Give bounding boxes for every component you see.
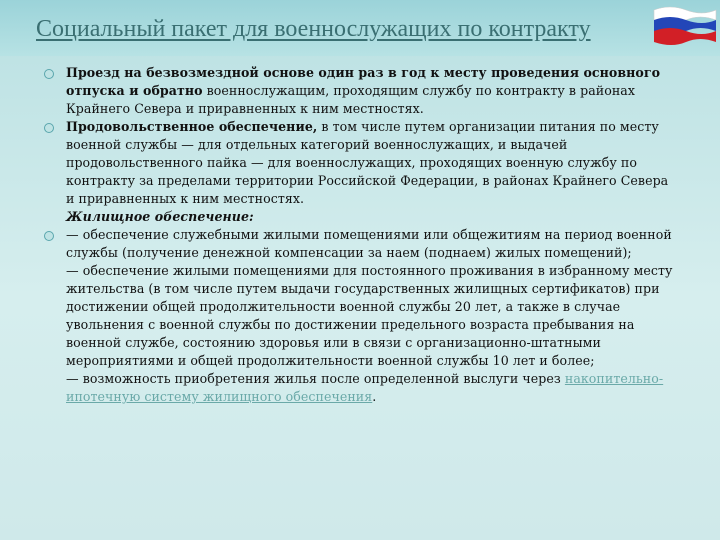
item-bold-text: Продовольственное обеспечение, (66, 119, 318, 134)
item-text: — обеспечение служебными жилыми помещениями или общежитиям на период военной службы (получение денежной компенсации за наем (поднаем) жилых помещений); (66, 227, 672, 260)
bullet-icon (44, 231, 54, 241)
list-item (44, 118, 676, 226)
russian-flag-icon (650, 4, 720, 48)
item-text: — возможность приобретения жилья после определенной выслуги через (66, 371, 565, 386)
item-text: военнослужащим, проходящим службу по контракту в районах Крайнего Севера и приравненных к ним местностях. (66, 83, 635, 116)
item-text: в том числе путем организации питания по месту военной службы — для отдельных категорий военнослужащих, и выдачей продовольственного пайка — для военнослужащих, проходящих военную службу по контракту за пределами территории Российской Федерации, в районах Крайнего Севера и приравненных к ним местностях. (66, 119, 669, 206)
list-item: — обеспечение служебными жилыми помещениями или общежитиям на период военной службы (получение денежной компенсации за наем (поднаем) жилых помещений); — обеспечение жилыми помещениями для постоянного проживания в избранному месту жительства (в том числе путем выдачи государственных жилищных сертификатов) при достижении общей продолжительности военной службы 20 лет, а также в случае увольнения с военной службы по достижении предельного возраста пребывания на военной службе, состоянию здоровья или в связи с организационно-штатными мероприятиями и общей продолжительности военной службы 10 лет и более; — возможность приобретения жилья после определенной выслуги через накопительно-ипотечную систему жилищного обеспечения. (44, 226, 676, 406)
slide-content (44, 64, 676, 406)
bullet-icon (44, 123, 54, 133)
subheading: Жилищное обеспечение: (66, 209, 254, 224)
slide-title: Социальный пакет для военнослужащих по контракту (36, 16, 591, 42)
bullet-icon (44, 69, 54, 79)
item-bold-text: Проезд на безвозмездной основе один раз в год к месту проведения основного отпуска и обратно (66, 65, 661, 98)
list-item (44, 64, 676, 118)
item-text: — обеспечение жилыми помещениями для постоянного проживания в избранному месту жительства (в том числе путем выдачи государственных жилищных сертификатов) при достижении общей продолжительности военной службы 20 лет, а также в случае увольнения с военной службы по достижении предельного возраста пребывания на военной службе, состоянию здоровья или в связи с организационно-штатными мероприятиями и общей продолжительности военной службы 10 лет и более; (66, 263, 673, 368)
housing-system-link[interactable]: накопительно-ипотечную систему жилищного обеспечения (66, 371, 664, 404)
